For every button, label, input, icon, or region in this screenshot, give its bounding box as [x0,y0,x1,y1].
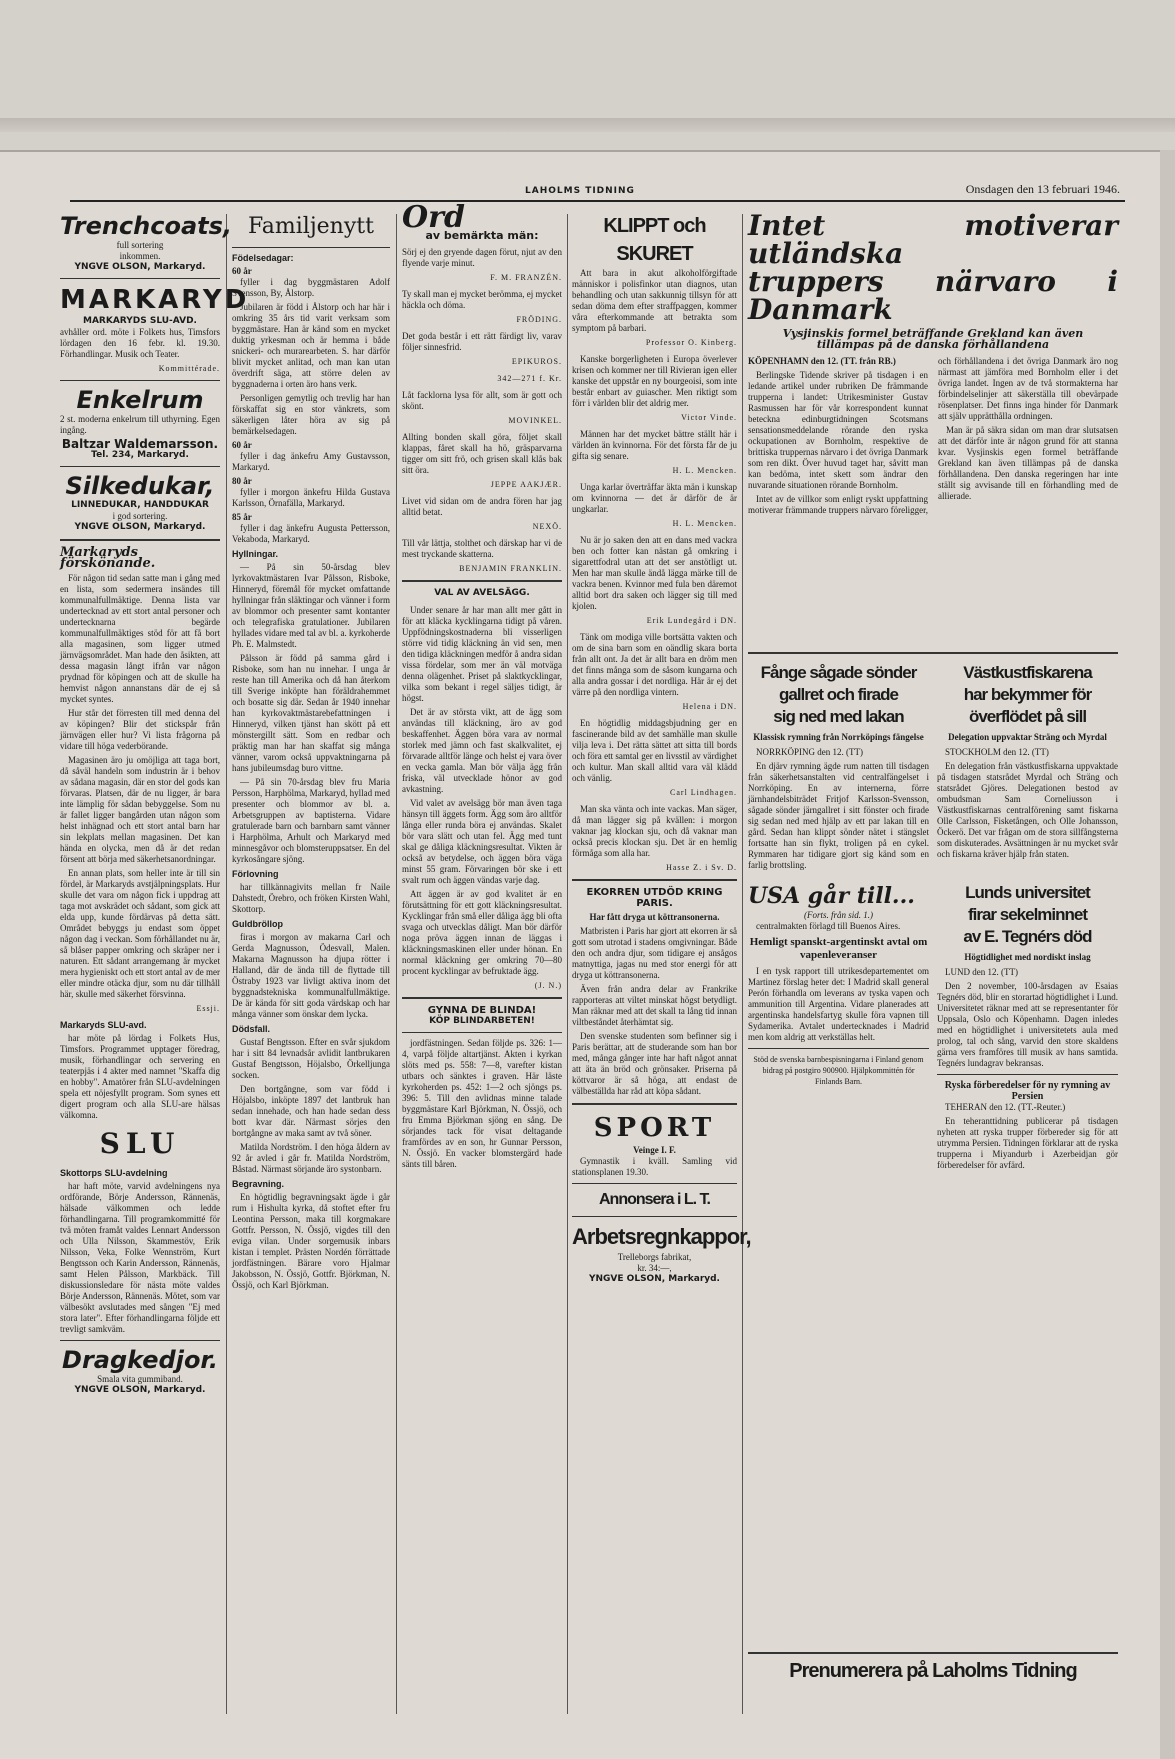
column-rule [396,214,397,1714]
quote: Ty skall man ej mycket berömma, ej mycket häckla och döma. FRÖDING. [402,289,562,324]
article-title: EKORREN UTDÖD KRING PARIS. [586,887,723,909]
section-title: Familjenytt [248,214,374,239]
quote: Till vår lättja, stolthet och därskap har vi de mest tryckande skatterna. BENJAMIN FRANKLIN. [402,538,562,573]
column-rule [226,214,227,1714]
slu-heading: SLU [99,1127,181,1160]
main-headline: Intet motiverar utländska truppers närvaro i Danmark [748,209,1118,326]
article-slu: Markaryds SLU-avd. har möte på lördag i Folkets Hus, Timsfors. Programmet upptager föredrag, musik, förhandlingar och servering en teaterpjäs i 4 akter med namnet "Skaffa dig en hobby". Amatörer från SLU-avdelningen spela ett nöjesfyllt program. Som synes ett digert program och alla SLU-are hälsas välkomna. SLU Skottorps SLU-avdelning har haft möte, varvid avdelningens nya ordförande, Börje Andersson, Rännenäs, hälsade välkommen och ledde förhandlingarna. Till programkommitté för tvä möten framåt valdes Lennart Andersson och Ulla Nilsson, Skammestöv, Erik Nilsson, Veka, Folke Wennström, Kurt Bengtsson och Karin Andersson, Rännenäs, samt Helen Pålsson, Markbäck. Till diskussionsledare för nästa möte valdes Börje Andersson, Rännenäs. Mötet, som var välbesökt avslutades med sången "Ej med stora later". Efter förhandlingarna följde ett trevligt samkväm. [60,1020,220,1334]
page-header [0,182,1160,200]
section-title: KLIPPT och SKURET [603,215,706,265]
ad-enkelrum: Enkelrum 2 st. moderna enkelrum till uthyrning. Egen ingång. Baltzar Waldemarsson. Tel. 234, Markaryd. [60,386,220,460]
quote: Livet vid sidan om de andra fören har jag alltid betat. NEXÖ. [402,496,562,531]
ad-dragkedjor: Dragkedjor. Smala vita gummiband. YNGVE OLSON, Markaryd. [60,1346,220,1396]
lead-article: KÖPENHAMN den 12. (TT. från RB.) Berlingske Tidende skriver på tisdagen i en ledande artikel under rubriken De främmande trupperna i landet: Utrikesminister Gustav Rasmussen har för vår korrespondent kunnat beteckna edinburgtidningen Scotsmans sensationsmeddelande rörande den ryska ockupationen av Bornholm, respektive de brittiska truppernas närvaro i det övriga Danmark som ren dikt. Över huvud taget har, såvitt man kan bedöma, intet skett som ändrar den nuvarande situationen rörande Bornholm. Intet av de villkor som enligt ryskt uppfattning motiverar främmande truppers närvaro föreligger, och förhållandena i det övriga Danmark äro nog närmast att jämföra med Bornholm eller i det övriga landet. Ingen av de två stormakterna har förbindelselinjer att säkerställa till obevärpade rösenplatser. Det finns inga hinder för Danmark att själv upprätthålla ordningen. Man är på säkra sidan om man drar slutsatsen att det därför inte är någon grund för att stanna kvar. Vysjinskis egen formel beträffande Grekland kan även tillämpas på de danska förhållandena. Den danska regeringen har inte ställt sig avvisande till en förhandling med de allierade. [748,356,1118,515]
ad-title: Trenchcoats, [60,212,233,240]
article-usa: USA går till... (Forts. från sid. 1.) centralmakten förlagd till Buenos Aires. Hemligt spanskt-argentinskt avtal om vapenleveranser I en tysk rapport till utrikesdepartementet om Martinez förslag heter det: I Madrid skall general Perón förhandla om leverans av tyska vapen och ammunition till Argentina. Vidare planerades att argentinska handelsfartyg skulle föra vapnen till Sydamerika. Avtalet undertecknades i Madrid men kom aldrig att verkställas helt. Stöd de svenska barnbespisningarna i Finland genom bidrag på postgiro 900900. Hjälpkommittén för Finlands Barn. [748,883,929,1086]
column-rule [567,214,568,1714]
issue-date: Onsdagen den 13 februari 1946. [965,182,1120,196]
article-lund: Lunds universitet firar sekelminnet av E. Tegnérs död Högtidlighet med nordiskt inslag LUND den 12. (TT) Den 2 november, 100-årsdagen av Esaias Tegnérs död, blir en storartad högtidlighet i Lund. Universitetet räknar med att se representanter för Uppsala, Oslo och Köpenhamn. Dagen inledes med en högtidlighet i universitetets aula med prolog, tal och sång, varvid den store skaldens gärna vers framföres till musik av hans samtida. Tegnérs lundagrav bekransas. Ryska förberedelser för ny rymning av Persien TEHERAN den 12. (TT.-Reuter.) En teheranttidning publicerar på tisdagen nyheten att ryska trupper förbereder sig för att utrymma Persien. Tidningen förklarar att de ryska trupperna i Miyandurb i Azerbeidjan gör förberedelser för avfärd. [937,883,1118,1170]
header-rule [70,200,1125,202]
ad-regnkappor: Arbetsregnkappor, [572,1224,751,1249]
column-ads-local [60,212,250,1732]
page-margin-top [0,0,1175,150]
article-vastkust: Västkustfiskarena har bekymmer för överflödet på sill Delegation uppvaktar Sträng och Myrdal STOCKHOLM den 12. (TT) En delegation från västkustfiskarna uppvaktade på tisdagen statsrådet Myrdal och Sträng och statsrådet Gjöres. Delegationen bestod av ombudsman Sam Corneliusson i Västkustfiskarnas centralförening samt fiskarna Olle Carlsson, Fisketången, och Olle Johansson, Öckerö. Det var frågan om de stora sillfångsterna som diskuterades. Avsättningen är nu mycket svår och fiskarna kräver hjälp från staten. [937,663,1118,859]
ad-annonsera: Annonsera i L. T. [598,1191,710,1208]
subscription-banner: Prenumerera på Laholms Tidning [748,1652,1118,1683]
ad-title: Dragkedjor. [62,1346,218,1374]
quote: Det goda består i ett rätt färdigt liv, varav följer sinnesfrid. EPIKUROS. 342—271 f. Kr. [402,331,562,383]
article-title: VAL AV AVELSÄGG. [434,588,530,598]
paper-fold [0,118,1175,132]
ad-title: MARKARYD [60,285,250,315]
ad-trenchcoats: Trenchcoats, full sortering inkommen. YNGVE OLSON, Markaryd. [60,212,233,272]
article-markaryd: Markaryds förskönande. För någon tid sedan satte man i gång med en lista, som sedermera insändes till kommunalfullmäktige. Denna lista var undertecknad av ett stort antal personer och undertecknarna begärde kommunalfullmäktiges stöd för att få bort alla magasinen, som ligger utmed järnvägsområdet. Man hade den åsikten, att dessa magasin långt ifrån var någon prydnad för köpingen och att de skulle ha hemvist någon annanstans där de ej så mycket syntes. Hur står det förresten till med denna del av köpingen? Blir det stickspår från järnvägen eller hur? Vi lista frågorna på vidare till höga vederbörande. Magasinen äro ju omöjliga att taga bort, då såväl handeln som industrin är i behov av sådana magasin, där en stor del gods kan förvaras. Platsen, där de nu ligger, är bara inte lämplig för sådan bebyggelse. Som nu är fallet ligger bangården utan någon som helst inhägnad och ett stort antal barn har sin lekplats mellan magasinen. Det kan hända en olycka, men då är det redan försent att börja med säkerhetsanordningar. En annan plats, som heller inte är till sin fördel, är Markaryds avstjälpningsplats. Hur skulle det vara om någon fick i uppdrag att taga mot avskrädet och sådant, som gick att elda upp, kunde fördärvas på detta sätt. Området bebyggs ju endast som öppet någon dag i veckan. Som förhållandet nu är, så blåser papper omkring och skräper ner i naturen. Ett sådant arrangemang är mycket mera hygieniskt och ett stort antal av de mer eller mindre otäcka djur, som nu där tillhåll här, skulle med säkerhet försvinna. Essji. [60,545,220,1013]
ad-title: Enkelrum [76,386,204,414]
column-klippt: KLIPPT och SKURET Att bara in akut alkoholförgiftade människor i polisfinkor utan diagnos, utan behandling och utan sakkunnig tillsyn för att sedan döma dem efter straffpaggen, kommer våra efterkommande att betrakta som symptom på barbari. Professor O. Kinberg. Kanske borgerligheten i Europa överlever krisen och kommer ner till Rivieran igen eller kanske det uppstår en ny bourgeoisi, som inte består enbart av guiascher. Men riktigt som förr i världen blir det aldrig mer. Victor Vinde. Männen har det mycket bättre ställt här i världen än kvinnorna. För det första får de ju gifta sig senare. H. L. Mencken. Unga karlar överträffar äkta män i kunskap om kvinnorna — det är därför de är ungkarlar. H. L. Mencken. Nu är jo saken den att en dans med vackra ben och fotter kan nästan gå omkring i sigarettfodral utan att det ser anstötligt ut. Men har man skulle ändå lägga märke till de vackra benen. Kvinnor med fula ben däremot alltid bort dra saken och lägger sig till med kjolen. Erik Lundegård i DN. Tänk om modiga ville bortsätta vakten och om de sina barn som en oändlig skara borta från allt ont. Ja det är allt bara en dröm men det finns många som de såsom kungarna och alla andra gossar i det nordliga. Här är ej det värre på den nordliga vintern. Helena i DN. En högtidlig middagsbjudning ger en fascinerande bild av det samhälle man skulle vilja leva i. Det rätta sättet att sitta till bords och föra ett samtal ger en livsstil av värdighet och kultur. Man skall alltid vara väl klädd och vänlig. Carl Lindhagen. Man ska vänta och inte vackas. Man säger, då man lägger sig på kvällen: i morgon vaknar jag klockan sju, och då vaknar man också precis klockan sju. Det är en hemlig förmåga som alla har. Hasse Z. i Sv. D. EKORREN UTDÖD KRING PARIS. Har fått dryga ut köttransonerna. Matbristen i Paris har gjort att ekorren är så gott som utrotad i stadens omgivningar. Både den och andra djur, som tidigare ej ansågos matnyttiga, jagas nu med stor energi för att dryga ut köttransonerna. Även från andra delar av Frankrike rapporteras att viltet minskat högst betydligt. Man räknar med att det skall ta lång tid innan viltbeståndet återhämtat sig. Den svenske studenten som befinner sig i Paris berättar, att de studerande som han bor med, många gånger inte har haft något annat att äta än bröd och grönsaker. Priserna på köttvaror är så höga, att endast de välbeställda har råd att köpa sådant. SPORT Veinge I. F. Gymnastik i kväll. Samling vid stationsplanen 19.30. Annonsera i L. T. Arbetsregnkappor, Trelleborgs fabrikat, kr. 34:—, YNGVE OLSON, Markaryd. [572,212,737,1732]
column-quotes: Ord av bemärkta män: Sörj ej den gryende dagen förut, njut av den flyende varje minut. F. M. FRANZÉN. Ty skall man ej mycket berömma, ej mycket häckla och döma. FRÖDING. Det goda består i ett rätt färdigt liv, varav följer sinnesfrid. EPIKUROS. 342—271 f. Kr. Låt facklorna lysa för allt, som är gott och skönt. MOVINKEL. Allting bonden skall göra, följet skall klappas, fåret skall ha hö, gräsparvarna tigger om sitt frö, och grisen skall klås bak sitt öra. JEPPE AAKJÆR. Livet vid sidan om de andra fören har jag alltid betat. NEXÖ. Till vår lättja, stolthet och därskap har vi de mest tryckande skatterna. BENJAMIN FRANKLIN. VAL AV AVELSÄGG. Under senare år har man allt mer gått in för att kläcka kycklingarna tidigt på våren. Uppfödningskostnaderna bli visserligen större vid tidig kläckning än vid sen, men den tidiga kläckningen medför å andra sidan vissa fördelar, som mer än väl motväga denna olägenhet. Priset på slaktkycklingar, vilka som bekant i regel säljes tidigt, är högst. Det är av största vikt, att de ägg som användas till kläckning, äro av god beskaffenhet. Äggen böra vara av normal storlek med jämn och fast skalkvalitet, ej förvarade alltför länge och helst ej vara över en vecka gamla. Man bör välja ägg från friska, väl utvecklade hönor av god avkastning. Vid valet av avelsägg bör man även taga hänsyn till äggets form. Ägg som äro alltför långa eller runda böra ej användas. Skalet bör vara slätt och utan fel. Ägg med tunt skal ge dåliga kläckningsresultat. Vikten är också av betydelse, och äggen böra väga minst 55 gram. Förvaringen bör ske i ett svalt rum och äggen vändas varje dag. Att äggen är av god kvalitet är en förutsättning för ett gott kläckningsresultat. Kycklingar från små eller dåliga ägg bli ofta svaga och utvecklas dåligt. Man bör därför noga pröva äggen innan de läggas i kläckningsmaskinen eller under hönan. En normal kläckning ger omkring 70—80 procent kycklingar av befruktade ägg. (J. N.) GYNNA DE BLINDA! KÖP BLINDARBETEN! jordfästningen. Sedan följde ps. 326: 1—4, varpå följde altartjänst. Akten i kyrkan slöts med ps. 558: 7—8, varefter kistan utbars och sänktes i graven. Här läste kyrkoherden ps. 452: 1—2 och sjöngs ps. 396: 5. Till den avlidnas minne talade byggmästare Karl Björkman, N. Össjö, och fru Emma Björkman sjöng en sång. De sörjandes tack för visat deltagande framfördes av en son, hr Gunnar Persson, N. Össjö. En vacker blomstergärd hade sänts till båren. [402,200,562,1169]
ad-title: Silkedukar, [65,472,215,500]
column-news: Intet motiverar utländska truppers närvaro i Danmark Vysjinskis formel beträffande Grekland kan även tillämpas på de danska förhållandena KÖPENHAMN den 12. (TT. från RB.) Berlingske Tidende skriver på tisdagen i en ledande artikel under rubriken De främmande trupperna i landet: Utrikesminister Gustav Rasmussen har för vår korrespondent kunnat beteckna edinburgtidningen Scotsmans sensationsmeddelande rörande den ryska ockupationen av Bornholm, respektive de brittiska truppernas närvaro i det övriga Danmark som ren dikt. Över huvud taget har, såvitt man kan bedöma, intet skett som ändrar den nuvarande situationen rörande Bornholm. Intet av de villkor som enligt ryskt uppfattning motiverar främmande truppers närvaro föreligger, och förhållandena i det övriga Danmark äro nog närmast att jämföra med Bornholm eller i det övriga landet. Ingen av de två stormakterna har förbindelselinjer att säkerställa till obevärpade rösenplatser. Det finns inga hinder för Danmark att själv upprätthålla ordningen. Man är på säkra sidan om man drar slutsatsen att det därför inte är någon grund för att stanna kvar. Vysjinskis egen formel beträffande Grekland kan även tillämpas på de danska förhållandena. Den danska regeringen har inte ställt sig avvisande till en förhandling med de allierade. Fånge sågade sönder gallret och firade sig ned med lakan Klassisk rymning från Norrköpings fängelse NORRKÖPING den 12. (TT) En djärv rymning ägde rum natten till tisdagen från säkerhetsanstalten vid centralfängelset i Norrköping. En av internerna, förre järnhandelsbiträdet Fritjof Karlsson-Svensson, sågade sönder järngallret i sitt fönster och firade sig sedan ned med hjälp av ett par lakan till en gård. Sedan han klippt sönder nätet i stängslet fortsatte han sin flykt, troligen på en cykel. Rymmaren har tidigare gjort sig känd som en farlig brottsling. Västkustfiskarena har bekymmer för överflödet på sill Delegation uppvaktar Sträng och Myrdal STOCKHOLM den 12. (TT) En delegation från västkustfiskarna uppvaktade på tisdagen statsrådet Myrdal och Sträng och statsrådet Gjöres. Delegationen bestod av ombudsman Sam Corneliusson i Västkustfiskarnas centralförening samt fiskarna Olle Carlsson, Fisketången, och Olle Johansson, Öckerö. Det var frågan om de stora sillfångsterna som diskuterades. Avsättningen är nu mycket svår och fiskarna kräver hjälp från staten. USA går till... (Forts. från sid. 1.) centralmakten förlagd till Buenos Aires. Hemligt spanskt-argentinskt avtal om vapenleveranser I en tysk rapport till utrikesdepartementet om Martinez förslag heter det: I Madrid skall general Perón förhandla om leverans av tyska vapen och ammunition till Argentina. Vidare planerades att argentinska handelsfartyg skulle föra vapnen till Sydamerika. Avtalet undertecknades i Madrid men kom aldrig att verkställas helt. Stöd de svenska barnbespisningarna i Finland genom bidrag på postgiro 900900. Hjälpkommittén för Finlands Barn. Lunds universitet firar sekelminnet av E. Tegnérs död Högtidlighet med nordiskt inslag LUND den 12. (TT) Den 2 november, 100-årsdagen av Esaias Tegnérs död, blir en storartad högtidlighet i Lund. Universitetet räknar med att se representanter för Uppsala, Oslo och Köpenhamn. Dagen inledes med en högtidlighet i universitetets aula med prolog, tal och sång, varvid den store skaldens gärna vers framföres till musik av hans samtida. Tegnérs lundagrav bekransas. Ryska förberedelser för ny rymning av Persien TEHERAN den 12. (TT.-Reuter.) En teheranttidning publicerar på tisdagen nyheten att ryska trupper förbereder sig för att utrymma Persien. Tidningen förklarar att de ryska trupperna i Miyandurb i Azerbeidjan gör förberedelser för avfärd. [748,212,1118,1732]
article-fange: Fånge sågade sönder gallret och firade sig ned med lakan Klassisk rymning från Norrköpings fängelse NORRKÖPING den 12. (TT) En djärv rymning ägde rum natten till tisdagen från säkerhetsanstalten vid centralfängelset i Norrköping. En av internerna, förre järnhandelsbiträdet Fritjof Karlsson-Svensson, sågade sönder järngallret i sitt fönster och firade sig sedan ned med hjälp av ett par lakan till en gård. Sedan han klippt sönder nätet i stängslet fortsatte han sin flykt, troligen på en cykel. Rymmaren har tidigare gjort sig känd som en farlig brottsling. [748,663,929,870]
quote: Sörj ej den gryende dagen förut, njut av den flyende varje minut. F. M. FRANZÉN. [402,247,562,282]
quote: Allting bonden skall göra, följet skall klappas, fåret skall ha hö, gräsparvarna tigger om sitt frö, och grisen skall klås bak sitt öra. JEPPE AAKJÆR. [402,432,562,489]
ord-logo: Ord [402,200,465,235]
column-rule [742,214,743,1714]
newspaper-page [0,150,1160,1759]
sport-heading: SPORT [593,1113,716,1143]
ad-markaryd-slu: MARKARYD MARKARYDS SLU-AVD. avhåller ord. möte i Folkets hus, Timsfors lördagen den 16 febr. kl. 19.30. Förhandlingar. Musik och Teater. Kommittérade. [60,285,250,373]
column-familjenytt: Familjenytt Födelsedagar: 60 år fyller i dag byggmästaren Adolf Svensson, By, Ålstorp. Jubilaren är född i Ålstorp och har här i omkring 35 års tid varit verksam som byggmästare. Han är känd som en mycket duktig yrkesman och är hemma i både snickeri- och murarearbeten. S. har därför blivit mycket anlitad, och man kan utan överdrift säga, att större delen av byggnaderna i orten äro hans verk. Personligen gemytlig och trevlig har han förskaffat sig en stor vänkrets, som säkerligen låter höra av sig på bemärkelsedagen. 60 år fyller i dag änkefru Amy Gustavsson, Markaryd. 80 år fyller i morgon änkefru Hilda Gustava Karlsson, Örnafälla, Markaryd. 85 år fyller i dag änkefru Augusta Pettersson, Vekaboda, Markaryd. Hyllningar. — På sin 50-årsdag blev lyrkovaktmästaren Ivar Pålsson, Risboke, Hinneryd, föremål för mycket omfattande hyllningar från släktingar och vänner i form av blommor och presenter samt kontanter och telegrafiska gratulationer. Jubilaren hyllades vidare med tal av bl. a. kyrkoherde Ph. E. Malmstedt. Pålsson är född på samma gård i Risboke, som han nu innehar. I unga år reste han till Amerika och då han återkom till Sverige inköpte han föräldrahemmet och bosatte sig där. Sedan år 1940 innehar han kyrkovaktmästarebefattningen i Hinneryd, vilken tjänst han skött på ett mönstergillt sätt. Som en redbar och präktig man har han skaffat sig många vänner, varom också uppvaktningarna på hans jubileumsdag buro vittne. — På sin 70-årsdag blev fru Maria Persson, Harphölma, Markaryd, hyllad med presenter och blommor av bl. a. Arbetsgruppen av baptisterna. Vidare gratulerade barn och barnbarn samt vänner i Harphölma, Arhult och Markaryd med minnesgåvor och blomsteruppsatser. En del kyrkosångare sjöng. Förlovning har tillkännagivits mellan fr Naile Dahstedt, Örebro, och fröken Kirsten Wahl, Skottorp. Guldbröllop firas i morgon av makarna Carl och Gerda Magnusson, Ödesvall, Malen. Makarna Magnusson ha djupa rötter i Halland, där de ända till de flyttade till Östraby 1923 var livligt aktiva inom det byggnadstekniska kommunalfullmäktige. De är kända för sitt goda värdskap och har många vänner som önskar dem lycka. Dödsfall. Gustaf Bengtsson. Efter en svår sjukdom har i sitt 84 levnadsår avlidit lantbrukaren Gustaf Bengtsson, Höjalsbo, Örkelljunga socken. Den bortgångne, som var född i Höjalsbo, inköpte 1897 det lantbruk han sedan innehade, och han hade sedan dess bott kvar där. Närmast sörjes den bortgångne av maka samt av två söner. Matilda Nordström. I den höga åldern av 92 år avled i går fr. Matilda Nordström, Båstad. Närmast sörjande äro systonbarn. Begravning. En högtidlig begravningsakt ägde i går rum i Hishulta kyrka, då stoftet efter fru Leontina Persson, maka till korgmakare Gottfr. Persson, N. Össjö, vigdes till den eviga vilan. Under sorgemusik inbars kistan i templet. Prästen Nordén förrättade jordfästningen. Bärare voro Hjalmar Jakobsson, N. Össjö, Gottfr. Björkman, N. Össjö, och Karl Björkman. [232,214,390,1290]
ad-silkedukar: Silkedukar, LINNEDUKAR, HANDDUKAR i god sortering. YNGVE OLSON, Markaryd. [60,472,220,533]
article-title: Markaryds förskönande. [60,545,156,571]
notice-finland: Stöd de svenska barnbespisningarna i Finland genom bidrag på postgiro 900900. Hjälpkommittén för Finlands Barn. [753,1055,924,1086]
quote: Låt facklorna lysa för allt, som är gott och skönt. MOVINKEL. [402,390,562,425]
masthead: LAHOLMS TIDNING [525,186,635,196]
ad-blinda: GYNNA DE BLINDA! [427,1005,537,1016]
